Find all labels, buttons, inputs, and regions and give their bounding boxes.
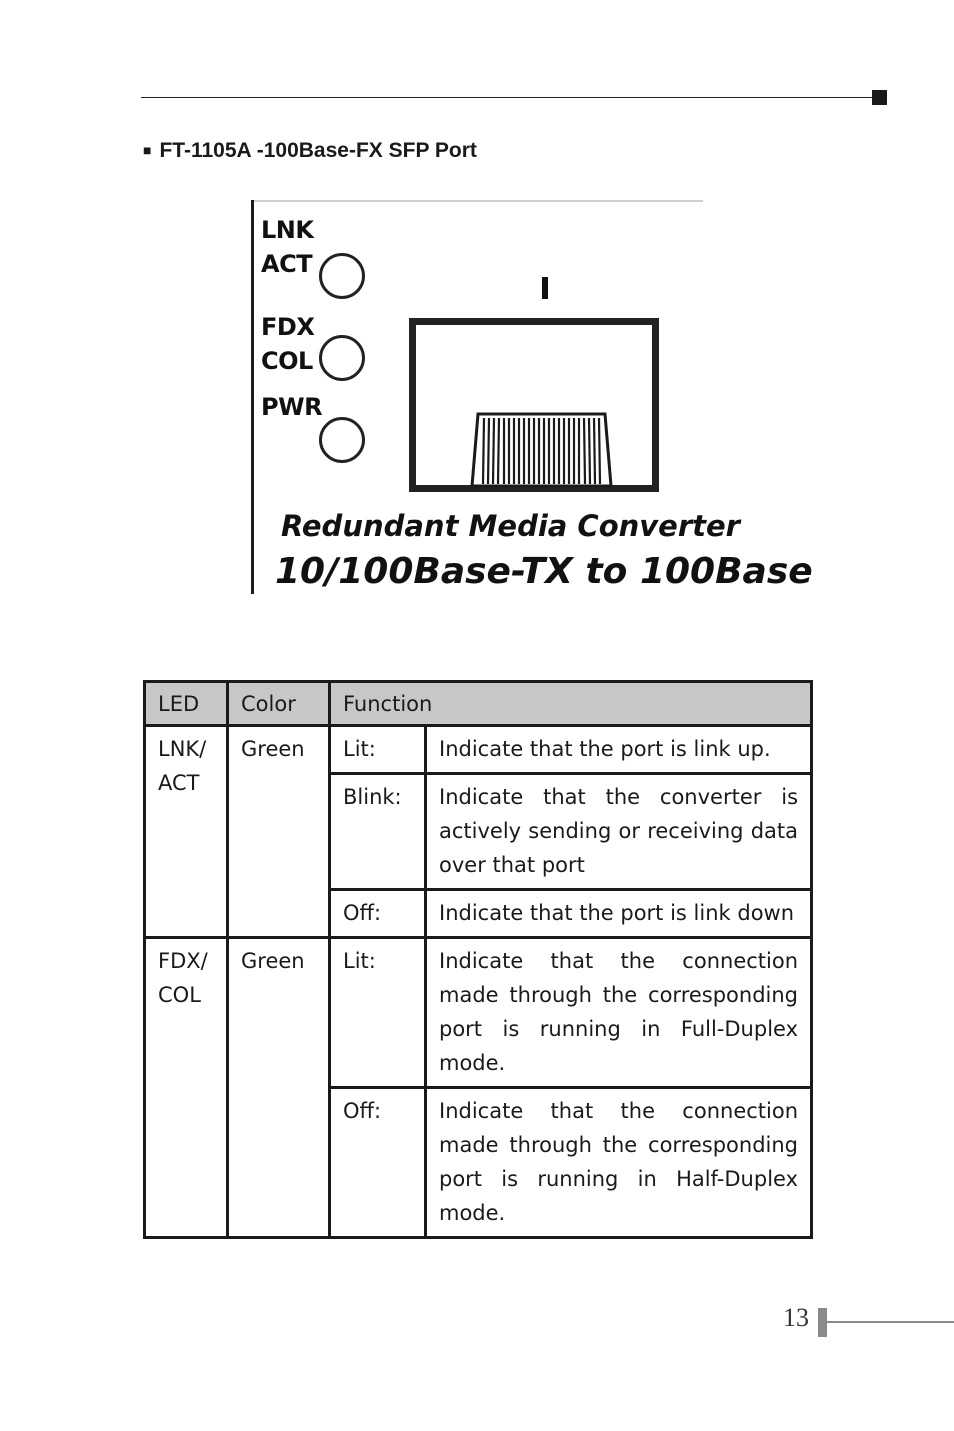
header-rule	[141, 97, 875, 98]
lnk-act-led-indicator	[319, 253, 365, 299]
header-color: Color	[228, 682, 330, 726]
port-mark	[542, 277, 548, 299]
color-cell: Green	[228, 726, 330, 938]
led-label-lnk: LNK	[261, 216, 314, 244]
sfp-connector-icon	[472, 414, 611, 486]
led-label-col: COL	[261, 347, 313, 375]
table-row	[145, 726, 812, 774]
table-header-row	[145, 682, 812, 726]
footer-rule	[827, 1321, 954, 1323]
color-cell: Green	[228, 938, 330, 1238]
header-led: LED	[145, 682, 228, 726]
state-cell: Lit:	[330, 938, 426, 1088]
section-heading	[143, 139, 477, 163]
pwr-led-indicator	[319, 417, 365, 463]
led-label-act: ACT	[261, 250, 313, 278]
led-label-pwr: PWR	[261, 393, 323, 421]
led-label-fdx: FDX	[261, 313, 315, 341]
state-cell: Off:	[330, 1088, 426, 1238]
page-number: 13	[783, 1303, 809, 1332]
state-cell: Lit:	[330, 726, 426, 774]
fdx-col-led-indicator	[319, 335, 365, 381]
panel-caption-line1: Redundant Media Converter	[281, 509, 740, 543]
description-cell: Indicate that the converter is actively sending or receiving data over that port	[426, 774, 812, 890]
state-cell: Blink:	[330, 774, 426, 890]
state-cell: Off:	[330, 890, 426, 938]
footer-bar	[818, 1308, 827, 1337]
led-cell-lnk-act: LNK/ ACT	[145, 726, 228, 938]
converter-front-panel-illustration	[251, 200, 813, 594]
sfp-port-slot	[409, 318, 659, 492]
bullet-icon: ■	[143, 142, 152, 158]
led-function-table	[143, 680, 813, 1239]
section-title: FT-1105A -100Base-FX SFP Port	[159, 139, 477, 162]
description-cell: Indicate that the port is link up.	[426, 726, 812, 774]
table-row	[145, 938, 812, 1088]
description-cell: Indicate that the connection made through the corresponding port is running in Full-Duplex mode.	[426, 938, 812, 1088]
description-cell: Indicate that the connection made through the corresponding port is running in Half-Duplex mode.	[426, 1088, 812, 1238]
led-cell-fdx-col: FDX/ COL	[145, 938, 228, 1238]
header-function: Function	[330, 682, 812, 726]
header-square-icon	[872, 90, 887, 105]
panel-caption-line2: 10/100Base-TX to 100Base	[275, 551, 813, 592]
description-cell: Indicate that the port is link down	[426, 890, 812, 938]
